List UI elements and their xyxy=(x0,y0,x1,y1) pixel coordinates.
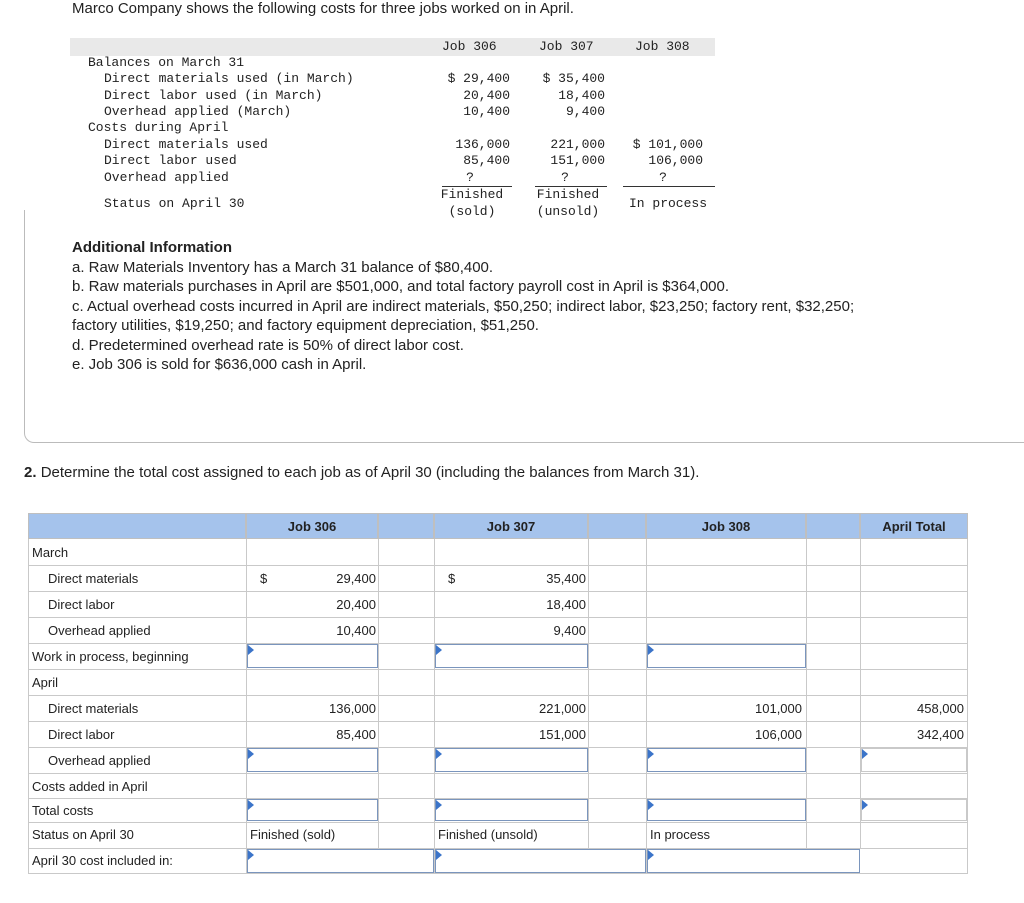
header-april-total: April Total xyxy=(860,513,968,539)
given-value: $ 35,400 xyxy=(542,71,605,86)
given-row-label: Overhead applied (March) xyxy=(104,104,292,119)
given-status-label: Status on April 30 xyxy=(104,196,245,211)
dollar-sign: $ xyxy=(448,571,456,586)
given-value: ? xyxy=(561,170,569,185)
header-job307: Job 307 xyxy=(434,513,588,539)
job308-april-dl: 106,000 xyxy=(755,727,802,742)
given-header-band xyxy=(70,38,715,56)
job306-march-dl: 20,400 xyxy=(336,597,376,612)
grid-line xyxy=(28,565,968,566)
given-value: ? xyxy=(466,170,474,185)
job307-march-dm: 35,400 xyxy=(546,571,586,586)
grid-line xyxy=(28,773,968,774)
info-c: c. Actual overhead costs incurred in April are indirect materials, $50,250; indirect labor, $23,250; factory rent, $32,250; xyxy=(72,297,855,315)
job307-overhead-input[interactable] xyxy=(435,748,588,772)
job306-march-dm: 29,400 xyxy=(336,571,376,586)
job307-total-costs-input[interactable] xyxy=(435,799,588,821)
given-header-job308: Job 308 xyxy=(635,39,690,54)
question-text: Determine the total cost assigned to each job as of April 30 (including the balances from March 31). xyxy=(40,464,700,481)
given-status: In process xyxy=(628,196,707,211)
row-label-overhead-applied: Overhead applied xyxy=(48,623,151,638)
job306-cost-included-select[interactable] xyxy=(247,849,434,873)
job306-april-dm: 136,000 xyxy=(329,701,376,716)
given-status: Finished xyxy=(440,187,504,202)
info-b: b. Raw materials purchases in April are $501,000, and total factory payroll cost in April is $364,000. xyxy=(72,278,730,295)
grid-line xyxy=(28,539,29,874)
grid-line xyxy=(588,539,589,848)
given-value: 151,000 xyxy=(550,153,605,168)
given-header-job307: Job 307 xyxy=(539,39,594,54)
row-label-status: Status on April 30 xyxy=(32,827,134,842)
given-header-job306: Job 306 xyxy=(442,39,497,54)
grid-line xyxy=(378,539,379,848)
header-job306: Job 306 xyxy=(246,513,378,539)
total-april-dl: 342,400 xyxy=(917,727,964,742)
row-label-total-costs: Total costs xyxy=(32,803,94,818)
job308-total-costs-input[interactable] xyxy=(647,799,806,821)
intro-text: Marco Company shows the following costs for three jobs worked on in April. xyxy=(72,0,574,17)
job306-overhead-input[interactable] xyxy=(247,748,378,772)
job308-status: In process xyxy=(650,827,710,842)
job307-april-dm: 221,000 xyxy=(539,701,586,716)
given-data-table xyxy=(70,38,715,218)
given-costs-label: Costs during April xyxy=(88,120,229,135)
header-blank xyxy=(28,513,246,539)
job307-status: Finished (unsold) xyxy=(438,827,538,842)
given-value: 18,400 xyxy=(558,88,605,103)
given-value: 10,400 xyxy=(463,104,510,119)
grid-line xyxy=(28,617,968,618)
given-value: $ 29,400 xyxy=(447,71,510,86)
row-label-march: March xyxy=(32,545,69,560)
job306-wip-beginning-input[interactable] xyxy=(247,644,378,668)
given-value: 85,400 xyxy=(463,153,510,168)
total-april-dm: 458,000 xyxy=(917,701,964,716)
given-balances-label: Balances on March 31 xyxy=(88,55,245,70)
given-status: (unsold) xyxy=(536,204,600,219)
row-label-overhead-applied: Overhead applied xyxy=(48,753,151,768)
job307-march-oh: 9,400 xyxy=(553,623,586,638)
row-label-direct-materials: Direct materials xyxy=(48,701,139,716)
row-label-cost-included: April 30 cost included in: xyxy=(32,853,173,868)
given-value: 9,400 xyxy=(565,104,605,119)
question-number: 2. xyxy=(24,464,37,481)
job307-april-dl: 151,000 xyxy=(539,727,586,742)
grid-line xyxy=(28,591,968,592)
additional-heading: Additional Information xyxy=(72,239,232,256)
job306-status: Finished (sold) xyxy=(250,827,336,842)
info-d: d. Predetermined overhead rate is 50% of direct labor cost. xyxy=(72,336,464,354)
given-row-label: Direct materials used xyxy=(104,137,268,152)
answer-table xyxy=(28,513,968,874)
total-overhead-input[interactable] xyxy=(861,748,967,772)
row-label-costs-added: Costs added in April xyxy=(32,779,148,794)
given-underline xyxy=(623,186,715,187)
row-label-wip-beginning: Work in process, beginning xyxy=(32,649,189,664)
given-value: $ 101,000 xyxy=(632,137,703,152)
job306-march-oh: 10,400 xyxy=(336,623,376,638)
given-value: 20,400 xyxy=(463,88,510,103)
given-value: ? xyxy=(659,170,667,185)
given-row-label: Direct labor used (in March) xyxy=(104,88,323,103)
job306-april-dl: 85,400 xyxy=(336,727,376,742)
job307-cost-included-select[interactable] xyxy=(435,849,646,873)
given-status: Finished xyxy=(536,187,600,202)
header-spacer xyxy=(806,513,860,539)
additional-information xyxy=(72,238,992,375)
header-spacer xyxy=(588,513,646,539)
header-spacer xyxy=(378,513,434,539)
row-label-april: April xyxy=(32,675,59,690)
job308-wip-beginning-input[interactable] xyxy=(647,644,806,668)
grid-line xyxy=(28,873,968,874)
given-row-label: Overhead applied xyxy=(104,170,229,185)
header-job308: Job 308 xyxy=(646,513,806,539)
given-status: (sold) xyxy=(448,204,496,219)
job308-overhead-input[interactable] xyxy=(647,748,806,772)
job308-cost-included-select[interactable] xyxy=(647,849,860,873)
grid-line xyxy=(28,695,968,696)
job307-march-dl: 18,400 xyxy=(546,597,586,612)
row-label-direct-materials: Direct materials xyxy=(48,571,139,586)
given-value: 136,000 xyxy=(455,137,510,152)
dollar-sign: $ xyxy=(260,571,268,586)
info-c-cont: factory utilities, $19,250; and factory equipment depreciation, $51,250. xyxy=(72,317,539,334)
total-total-costs-input[interactable] xyxy=(861,799,967,821)
row-label-direct-labor: Direct labor xyxy=(48,727,115,742)
job307-wip-beginning-input[interactable] xyxy=(435,644,588,668)
question-prompt xyxy=(24,464,699,481)
given-value: 106,000 xyxy=(648,153,703,168)
row-label-direct-labor: Direct labor xyxy=(48,597,115,612)
info-a: a. Raw Materials Inventory has a March 31 balance of $80,400. xyxy=(72,258,494,276)
given-row-label: Direct materials used (in March) xyxy=(104,71,354,86)
grid-line xyxy=(28,669,968,670)
grid-line xyxy=(806,539,807,848)
grid-line xyxy=(28,721,968,722)
grid-line xyxy=(967,539,968,874)
info-e: e. Job 306 is sold for $636,000 cash in April. xyxy=(72,356,367,373)
grid-line xyxy=(28,822,968,823)
job308-april-dm: 101,000 xyxy=(755,701,802,716)
job306-total-costs-input[interactable] xyxy=(247,799,378,821)
given-value: 221,000 xyxy=(550,137,605,152)
given-row-label: Direct labor used xyxy=(104,153,237,168)
